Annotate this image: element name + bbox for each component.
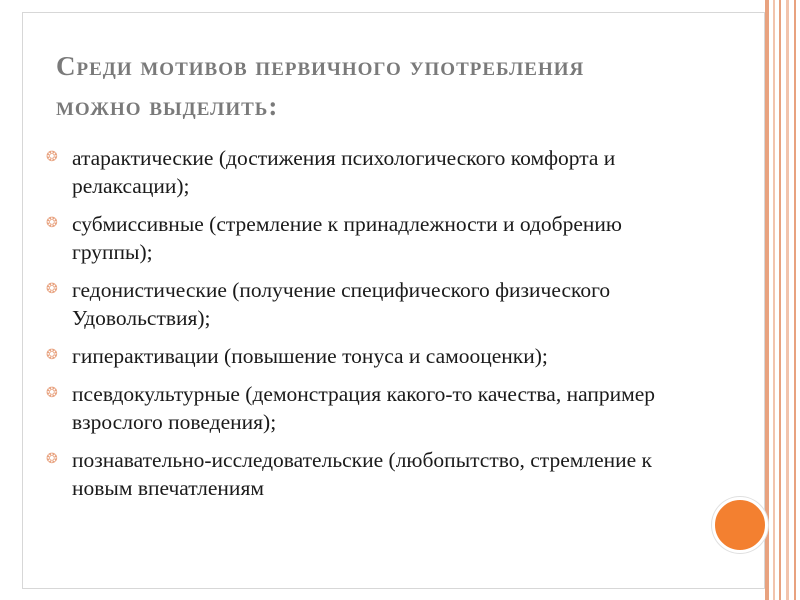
list-item <box>44 380 704 436</box>
list-item <box>44 276 704 332</box>
list-item <box>44 210 704 266</box>
decorative-orange-dot <box>712 497 768 553</box>
list-item-text: гиперактивации (повышение тонуса и самооценки); <box>72 344 548 368</box>
slide-title-line-2: можно выделить: <box>56 91 279 121</box>
decorative-stripe <box>786 0 789 600</box>
list-item-text: гедонистические (получение специфического физического Удовольствия); <box>72 278 611 330</box>
bullet-flower-icon: ❂ <box>46 150 58 165</box>
bullet-flower-icon: ❂ <box>46 386 58 401</box>
slide-title-line-1: Среди мотивов первичного употребления <box>56 51 585 81</box>
decorative-stripe <box>773 0 775 600</box>
list-item <box>44 446 704 502</box>
list-item <box>44 144 704 200</box>
decorative-stripe <box>765 0 769 600</box>
list-item <box>44 342 704 370</box>
bullet-flower-icon: ❂ <box>46 216 58 231</box>
decorative-stripe <box>794 0 796 600</box>
bullet-flower-icon: ❂ <box>46 282 58 297</box>
list-item-text: атарактические (достижения психологического комфорта и релаксации); <box>72 146 616 198</box>
list-item-text: псевдокультурные (демонстрация какого-то качества, например взрослого поведения); <box>72 382 655 434</box>
bullet-flower-icon: ❂ <box>46 452 58 467</box>
list-item-text: познавательно-исследовательские (любопытство, стремление к новым впечатлениям <box>72 448 652 500</box>
bullet-flower-icon: ❂ <box>46 348 58 363</box>
decorative-stripe <box>779 0 781 600</box>
bullet-list <box>44 144 704 512</box>
slide-title <box>56 46 736 126</box>
list-item-text: субмиссивные (стремление к принадлежности и одобрению группы); <box>72 212 622 264</box>
